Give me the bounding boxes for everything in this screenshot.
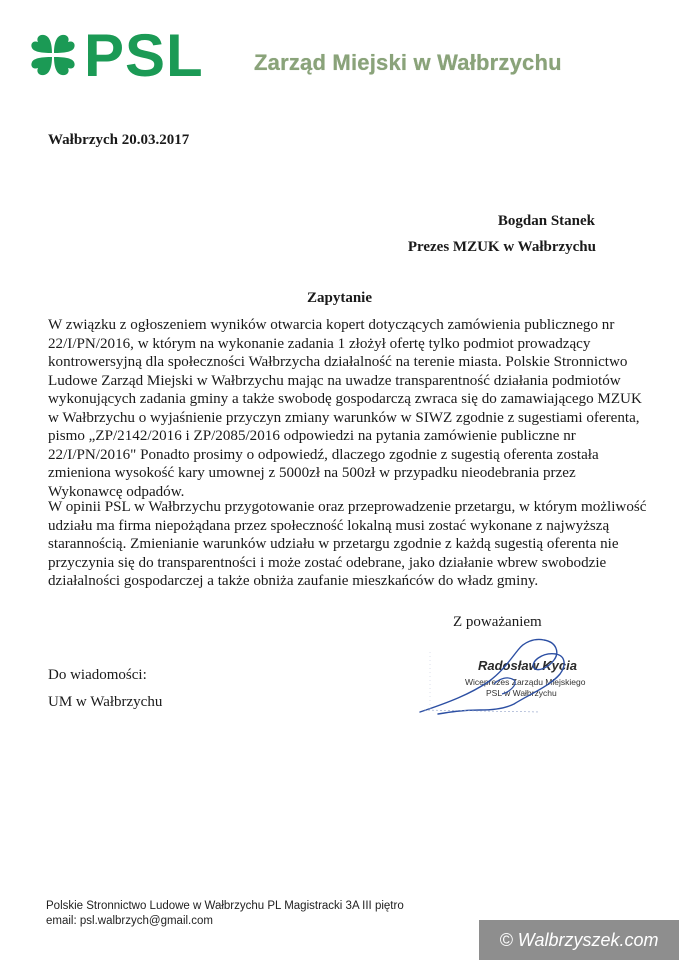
paragraph-line: działalności gospodarczej a także obniża zaufanie mieszkańców do władz gminy. xyxy=(48,573,539,589)
organization-subtitle: Zarząd Miejski w Wałbrzychu xyxy=(254,50,562,75)
body-paragraph-1 xyxy=(48,316,648,501)
paragraph-line: udziału ma firma niepożądana przez społeczność lokalną musi zostać wykonane z najwyższą xyxy=(48,517,610,534)
stamp-name: Radosław Kycia xyxy=(478,658,577,673)
body-paragraph-2 xyxy=(48,498,648,591)
paragraph-line: pismo „ZP/2142/2016 i ZP/2085/2016 odpowiedzi na pytania zamówienie publiczne nr xyxy=(48,428,576,444)
paragraph-line: 22/I/PN/2016" Ponadto prosimy o odpowiedź, dlaczego zgodnie z sugestią oferenta została xyxy=(48,446,599,463)
paragraph-line: kontrowersyjną dla społeczności Wałbrzycha działalność na terenie miasta. Polskie Stronnictwo xyxy=(48,354,628,370)
stamp-role: Wiceprezes Zarządu Miejskiego xyxy=(465,677,586,687)
watermark-badge xyxy=(479,920,679,960)
cc-recipient: UM w Wałbrzychu xyxy=(48,694,163,710)
letter-date: Wałbrzych 20.03.2017 xyxy=(48,132,190,148)
paragraph-line: starannością. Zmienianie warunków udziału w przetargu zgodnie z każdą sugestią oferenta nie xyxy=(48,536,619,552)
paragraph-line: przyczynia się do transparentności i może zostać odebrane, jako działanie wbrew swobodzie xyxy=(48,554,607,571)
closing-salutation: Z poważaniem xyxy=(453,614,542,630)
paragraph-line: zmieniona wysokość kary umownej z 5000zł na 500zł w przypadku nieodebrania przez xyxy=(48,465,576,481)
footer-address: Polskie Stronnictwo Ludowe w Wałbrzychu PL Magistracki 3A III piętro xyxy=(46,900,404,912)
paragraph-line: Ludowe Zarząd Miejski w Wałbrzychu mając na uwadze transparentność działania podmiotów xyxy=(48,372,621,389)
paragraph-line: W związku z ogłoszeniem wyników otwarcia kopert dotyczących zamówienia publicznego nr xyxy=(48,317,615,333)
stamp-organization: PSL w Wałbrzychu xyxy=(486,688,557,698)
paragraph-line: w Wałbrzychu o wyjaśnienie przyczyn zmiany warunków w SIWZ zgodnie z sugestiami oferenta, xyxy=(48,409,640,426)
paragraph-line: 22/I/PN/2016, w którym na wykonanie zadania 1 złożył ofertę tylko podmiot prowadzący xyxy=(48,335,591,352)
watermark-text: © Walbrzyszek.com xyxy=(499,930,659,950)
recipient-name: Bogdan Stanek xyxy=(497,213,595,229)
paragraph-line: Wykonawcę odpadów. xyxy=(48,483,185,500)
letter-subject: Zapytanie xyxy=(306,290,372,306)
paragraph-line: W opinii PSL w Wałbrzychu przygotowanie oraz przeprowadzenie przetargu, w którym możliwość xyxy=(48,499,647,515)
cc-label: Do wiadomości: xyxy=(48,667,147,683)
handwritten-signature xyxy=(410,632,590,722)
four-leaf-clover-icon xyxy=(30,32,76,78)
footer-email: email: psl.walbrzych@gmail.com xyxy=(46,915,213,927)
logo-wordmark: PSL xyxy=(84,22,204,89)
paragraph-line: wykonujących zadania gminy a także swobodę gospodarczą zwraca się do zamawiającego MZUK xyxy=(48,391,642,407)
recipient-title: Prezes MZUK w Wałbrzychu xyxy=(407,239,596,255)
